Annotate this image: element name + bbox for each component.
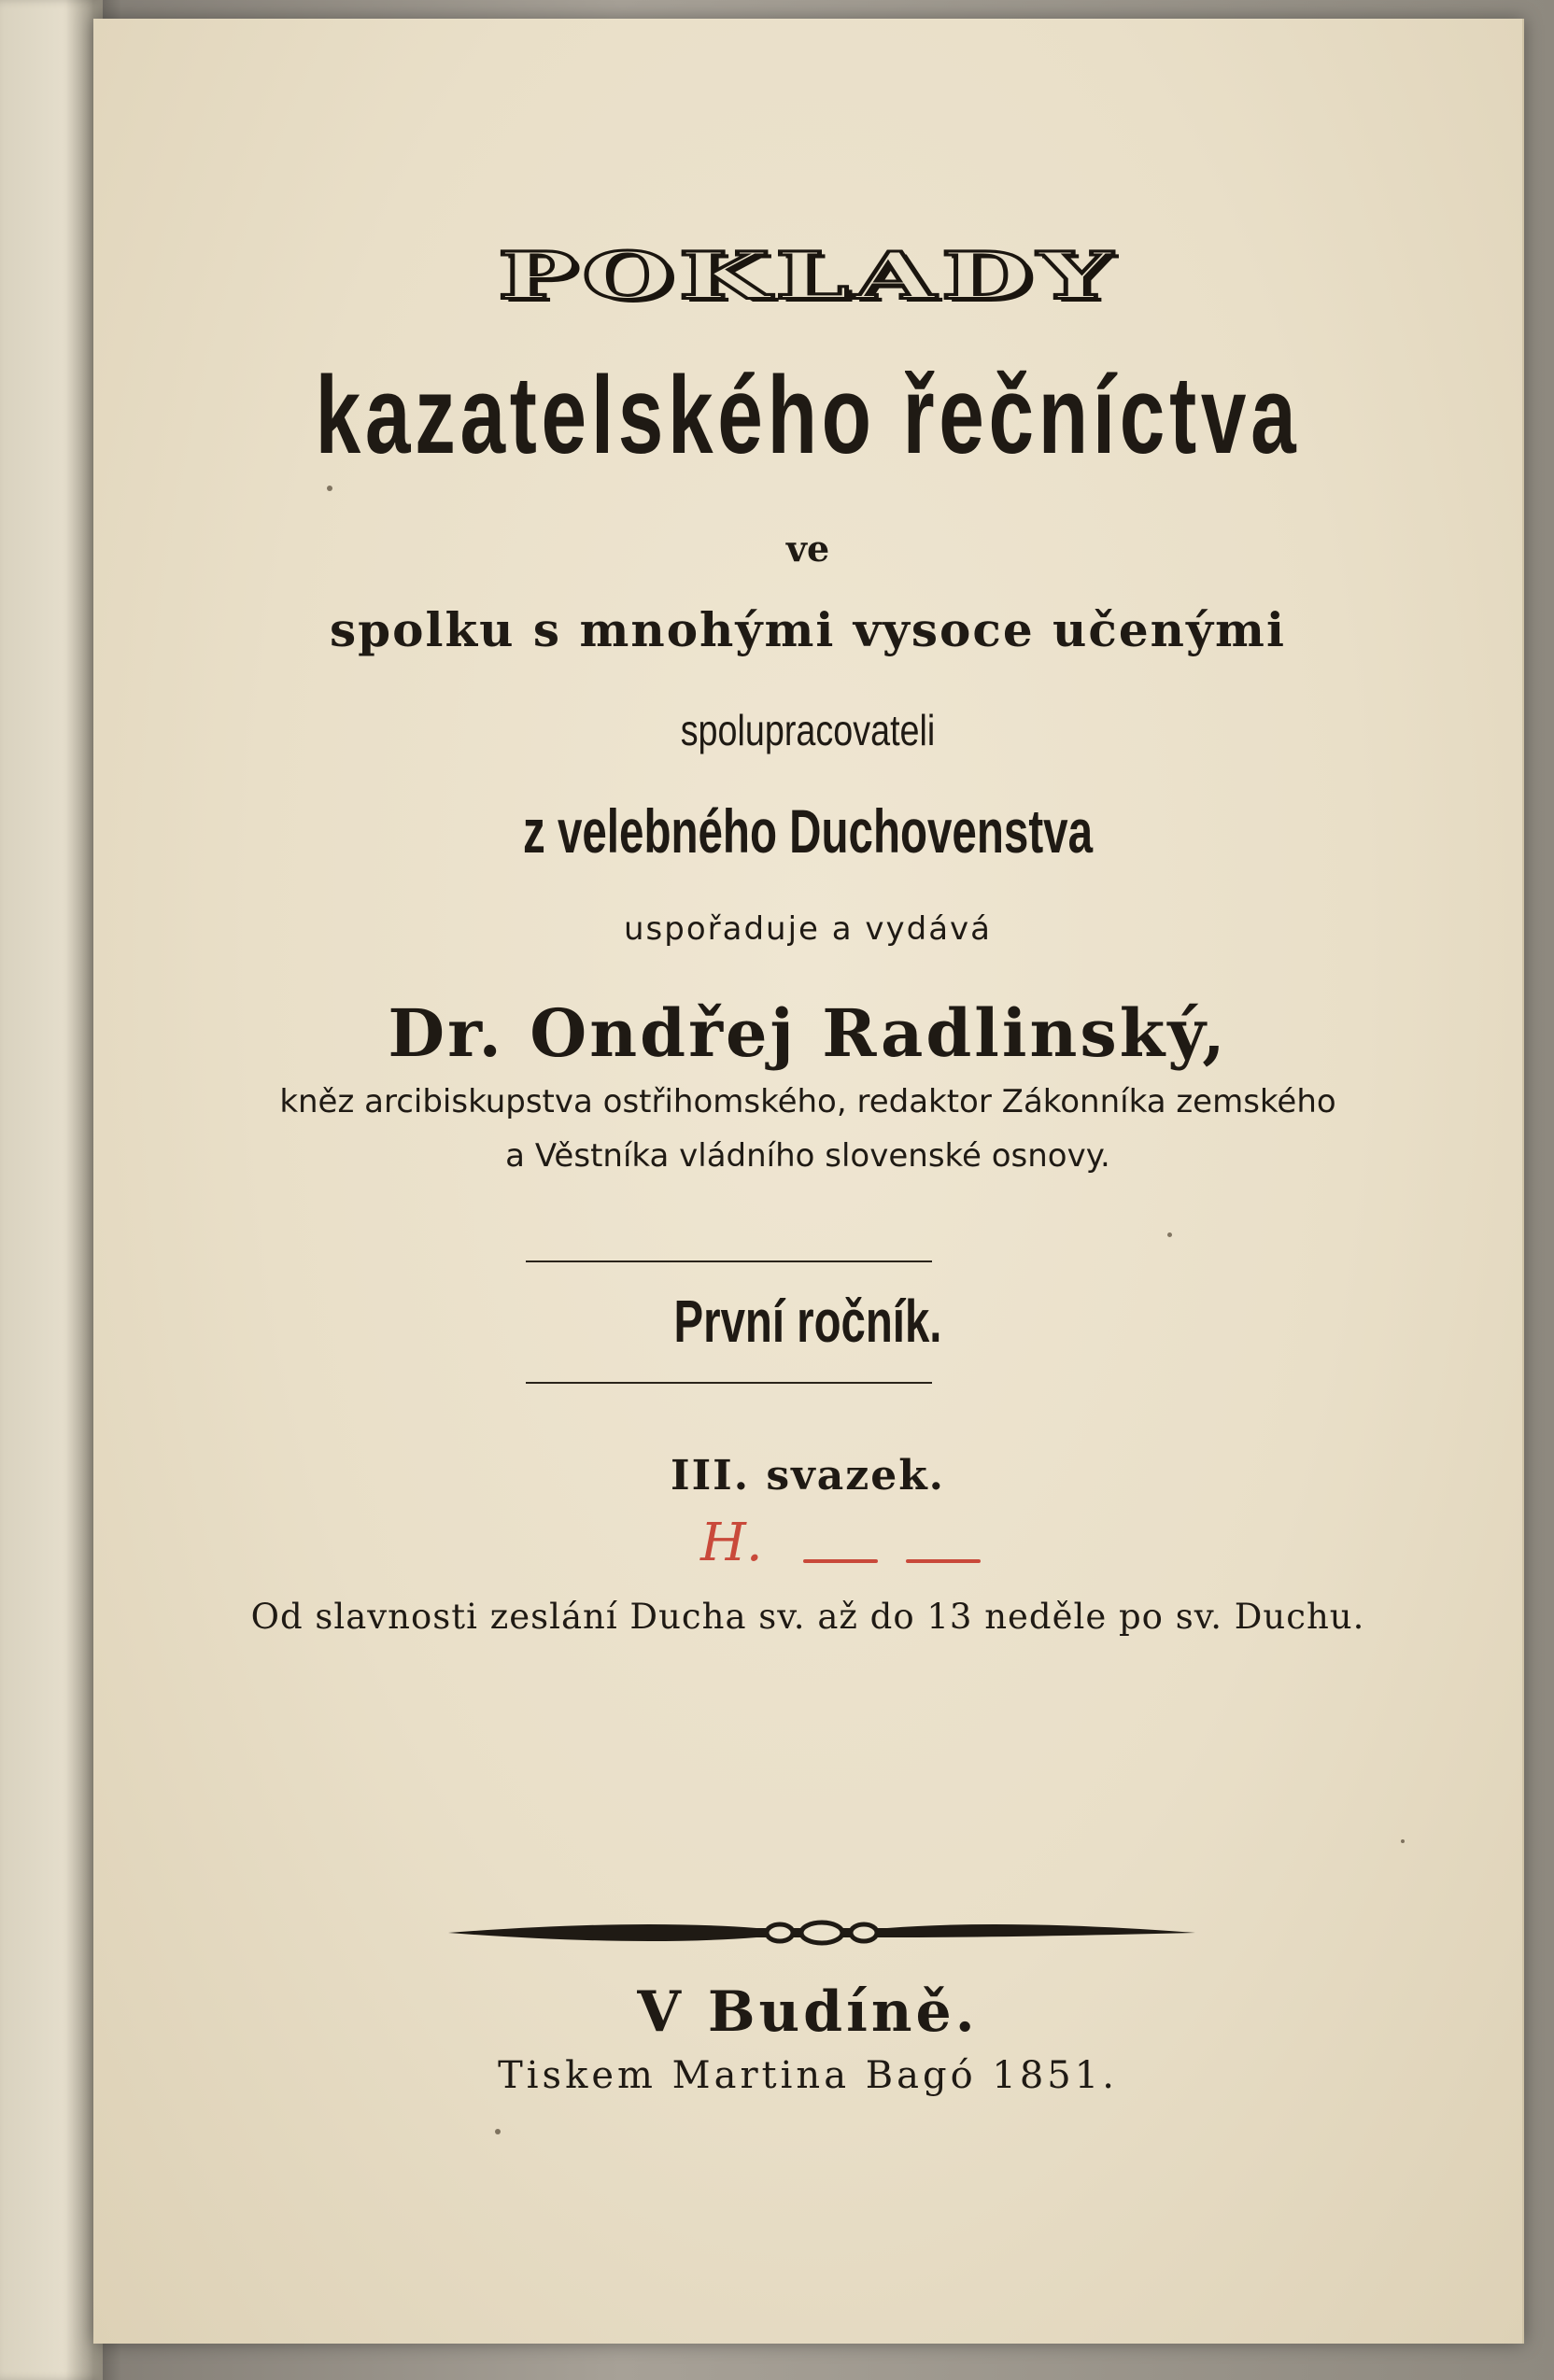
book-subtitle: kazatelského řečníctva	[315, 353, 1301, 477]
collaborators-line: spolupracovateli	[680, 706, 936, 754]
paper-speck	[327, 486, 332, 491]
handwritten-dash-2	[906, 1559, 981, 1563]
arranged-by-line: uspořaduje a vydává	[623, 910, 993, 948]
connector-word: ve	[785, 528, 830, 570]
collaboration-line: spolku s mnohými vysoce učenými	[330, 602, 1286, 657]
volume-range: Od slavnosti zeslání Ducha sv. až do 13 neděle po sv. Duchu.	[250, 1597, 1365, 1637]
author-affiliation-1: kněz arcibiskupstva ostřihomského, redaktor Zákonníka zemského	[279, 1083, 1336, 1120]
author-affiliation-2: a Věstníka vládního slovenské osnovy.	[505, 1137, 1110, 1175]
handwritten-note: H.	[700, 1513, 763, 1573]
volume-label: III. svazek.	[670, 1452, 945, 1500]
handwritten-dash-1	[803, 1559, 878, 1563]
paper-speck	[1401, 1839, 1405, 1843]
author-name: Dr. Ondřej Radlinský,	[388, 994, 1228, 1072]
year-label: První ročník.	[673, 1288, 942, 1355]
ornamental-rule	[448, 1909, 1195, 1956]
printer-line: Tiskem Martina Bagó 1851.	[498, 2054, 1118, 2097]
title-page	[93, 19, 1524, 2344]
bottom-rule	[526, 1382, 932, 1384]
book-title: POKLADY	[498, 237, 1118, 315]
top-rule	[526, 1260, 932, 1262]
publication-place: V Budíně.	[637, 1979, 979, 2045]
clergy-line: z velebného Duchovenstva	[522, 796, 1094, 866]
paper-speck	[495, 2129, 501, 2134]
paper-speck	[1167, 1232, 1172, 1237]
